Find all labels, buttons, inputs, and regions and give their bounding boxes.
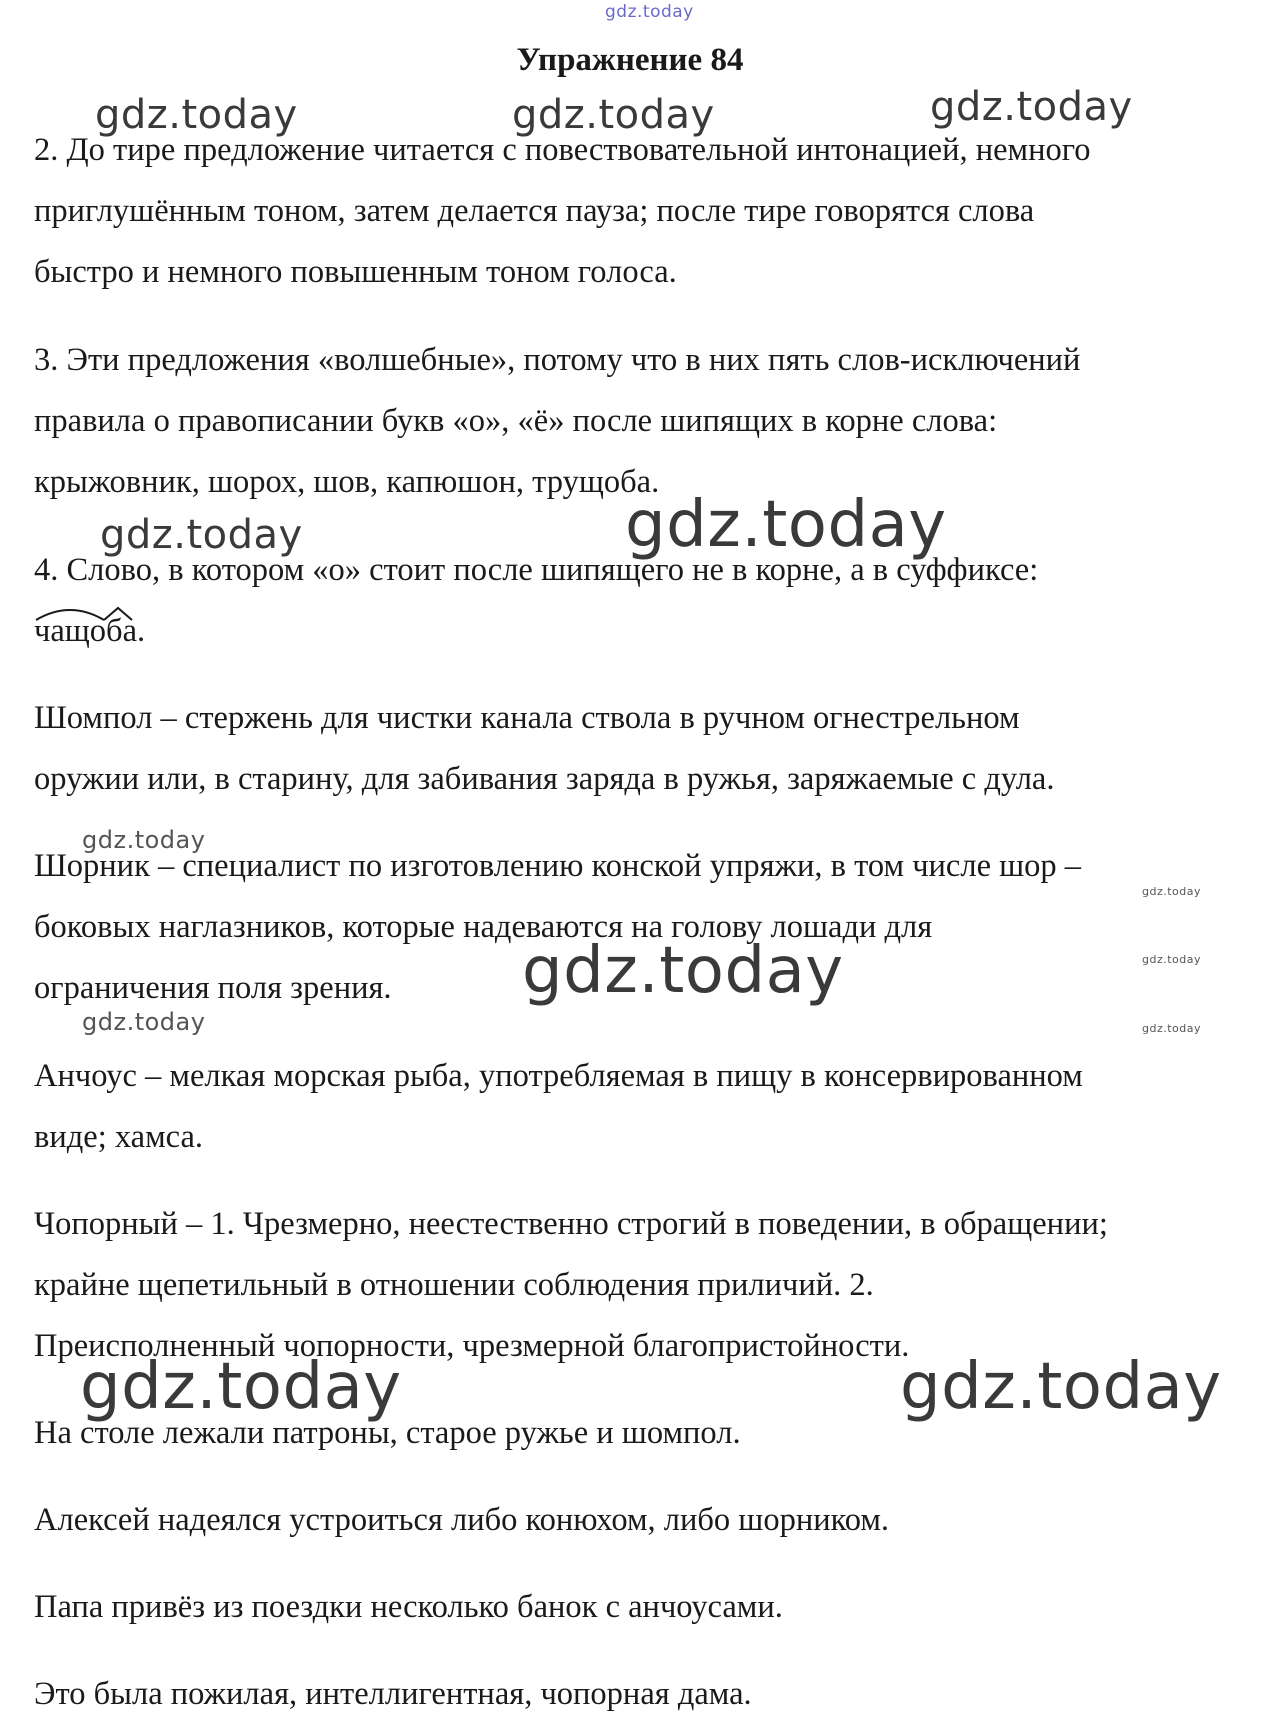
text-line: Преисполненный чопорности, чрезмерной благопристойности. [34, 1328, 910, 1364]
watermark: gdz.today [1142, 885, 1202, 898]
text-line: виде; хамса. [34, 1119, 204, 1155]
paragraph [34, 1664, 1234, 1725]
watermark: gdz.today [930, 84, 1133, 130]
paragraph [34, 330, 1234, 513]
text-line: оружии или, в старину, для забивания заряда в ружья, заряжаемые с дула. [34, 761, 1055, 797]
text-line: чащоба. [34, 613, 146, 649]
morpheme-arc-marks [32, 598, 152, 626]
text-line: Это была пожилая, интеллигентная, чопорная дама. [34, 1676, 752, 1712]
paragraph [34, 1490, 1234, 1551]
watermark: gdz.today [82, 826, 206, 854]
text-line: быстро и немного повышенным тоном голоса. [34, 254, 677, 290]
text-line: приглушённым тоном, затем делается пауза; после тире говорятся слова [34, 193, 1035, 229]
paragraph [34, 120, 1234, 303]
watermark: gdz.today [900, 1350, 1222, 1424]
text-line: Шомпол – стержень для чистки канала ствола в ручном огнестрельном [34, 700, 1020, 736]
text-line: Анчоус – мелкая морская рыба, употребляемая в пищу в консервированном [34, 1058, 1083, 1094]
text-line: правила о правописании букв «о», «ё» после шипящих в корне слова: [34, 403, 998, 439]
paragraph [34, 836, 1234, 1019]
paragraph [34, 1194, 1234, 1377]
paragraph [34, 1577, 1234, 1638]
text-line: Алексей надеялся устроиться либо конюхом, либо шорником. [34, 1502, 890, 1538]
watermark: gdz.today [1142, 1022, 1202, 1035]
watermark: gdz.today [1142, 953, 1202, 966]
text-line: Шорник – специалист по изготовлению конской упряжи, в том числе шор – [34, 848, 1082, 884]
text-line: 4. Слово, в котором «о» стоит после шипящего не в корне, а в суффиксе: [34, 552, 1039, 588]
watermark: gdz.today [80, 1350, 402, 1424]
text-line: боковых наглазников, которые надеваются на голову лошади для [34, 909, 933, 945]
watermark-top: gdz.today [605, 2, 694, 22]
watermark: gdz.today [95, 92, 298, 138]
watermark: gdz.today [512, 92, 715, 138]
watermark: gdz.today [82, 1008, 206, 1036]
watermark: gdz.today [100, 512, 303, 558]
text-line: ограничения поля зрения. [34, 970, 392, 1006]
text-line: На столе лежали патроны, старое ружье и шомпол. [34, 1415, 741, 1451]
text-line: Папа привёз из поездки несколько банок с анчоусами. [34, 1589, 783, 1625]
text-line: крайне щепетильный в отношении соблюдения приличий. 2. [34, 1267, 874, 1303]
text-line: крыжовник, шорох, шов, капюшон, трущоба. [34, 464, 660, 500]
text-line: 2. До тире предложение читается с повествовательной интонацией, немного [34, 132, 1091, 168]
exercise-title: Упражнение 84 [516, 42, 744, 78]
paragraph [34, 540, 1234, 662]
watermark: gdz.today [625, 488, 947, 562]
text-line: 3. Эти предложения «волшебные», потому что в них пять слов-исключений [34, 342, 1081, 378]
paragraph [34, 1403, 1234, 1464]
text-line: Чопорный – 1. Чрезмерно, неестественно строгий в поведении, в обращении; [34, 1206, 1108, 1242]
paragraph [34, 1046, 1234, 1168]
paragraph [34, 688, 1234, 810]
watermark: gdz.today [522, 934, 844, 1008]
